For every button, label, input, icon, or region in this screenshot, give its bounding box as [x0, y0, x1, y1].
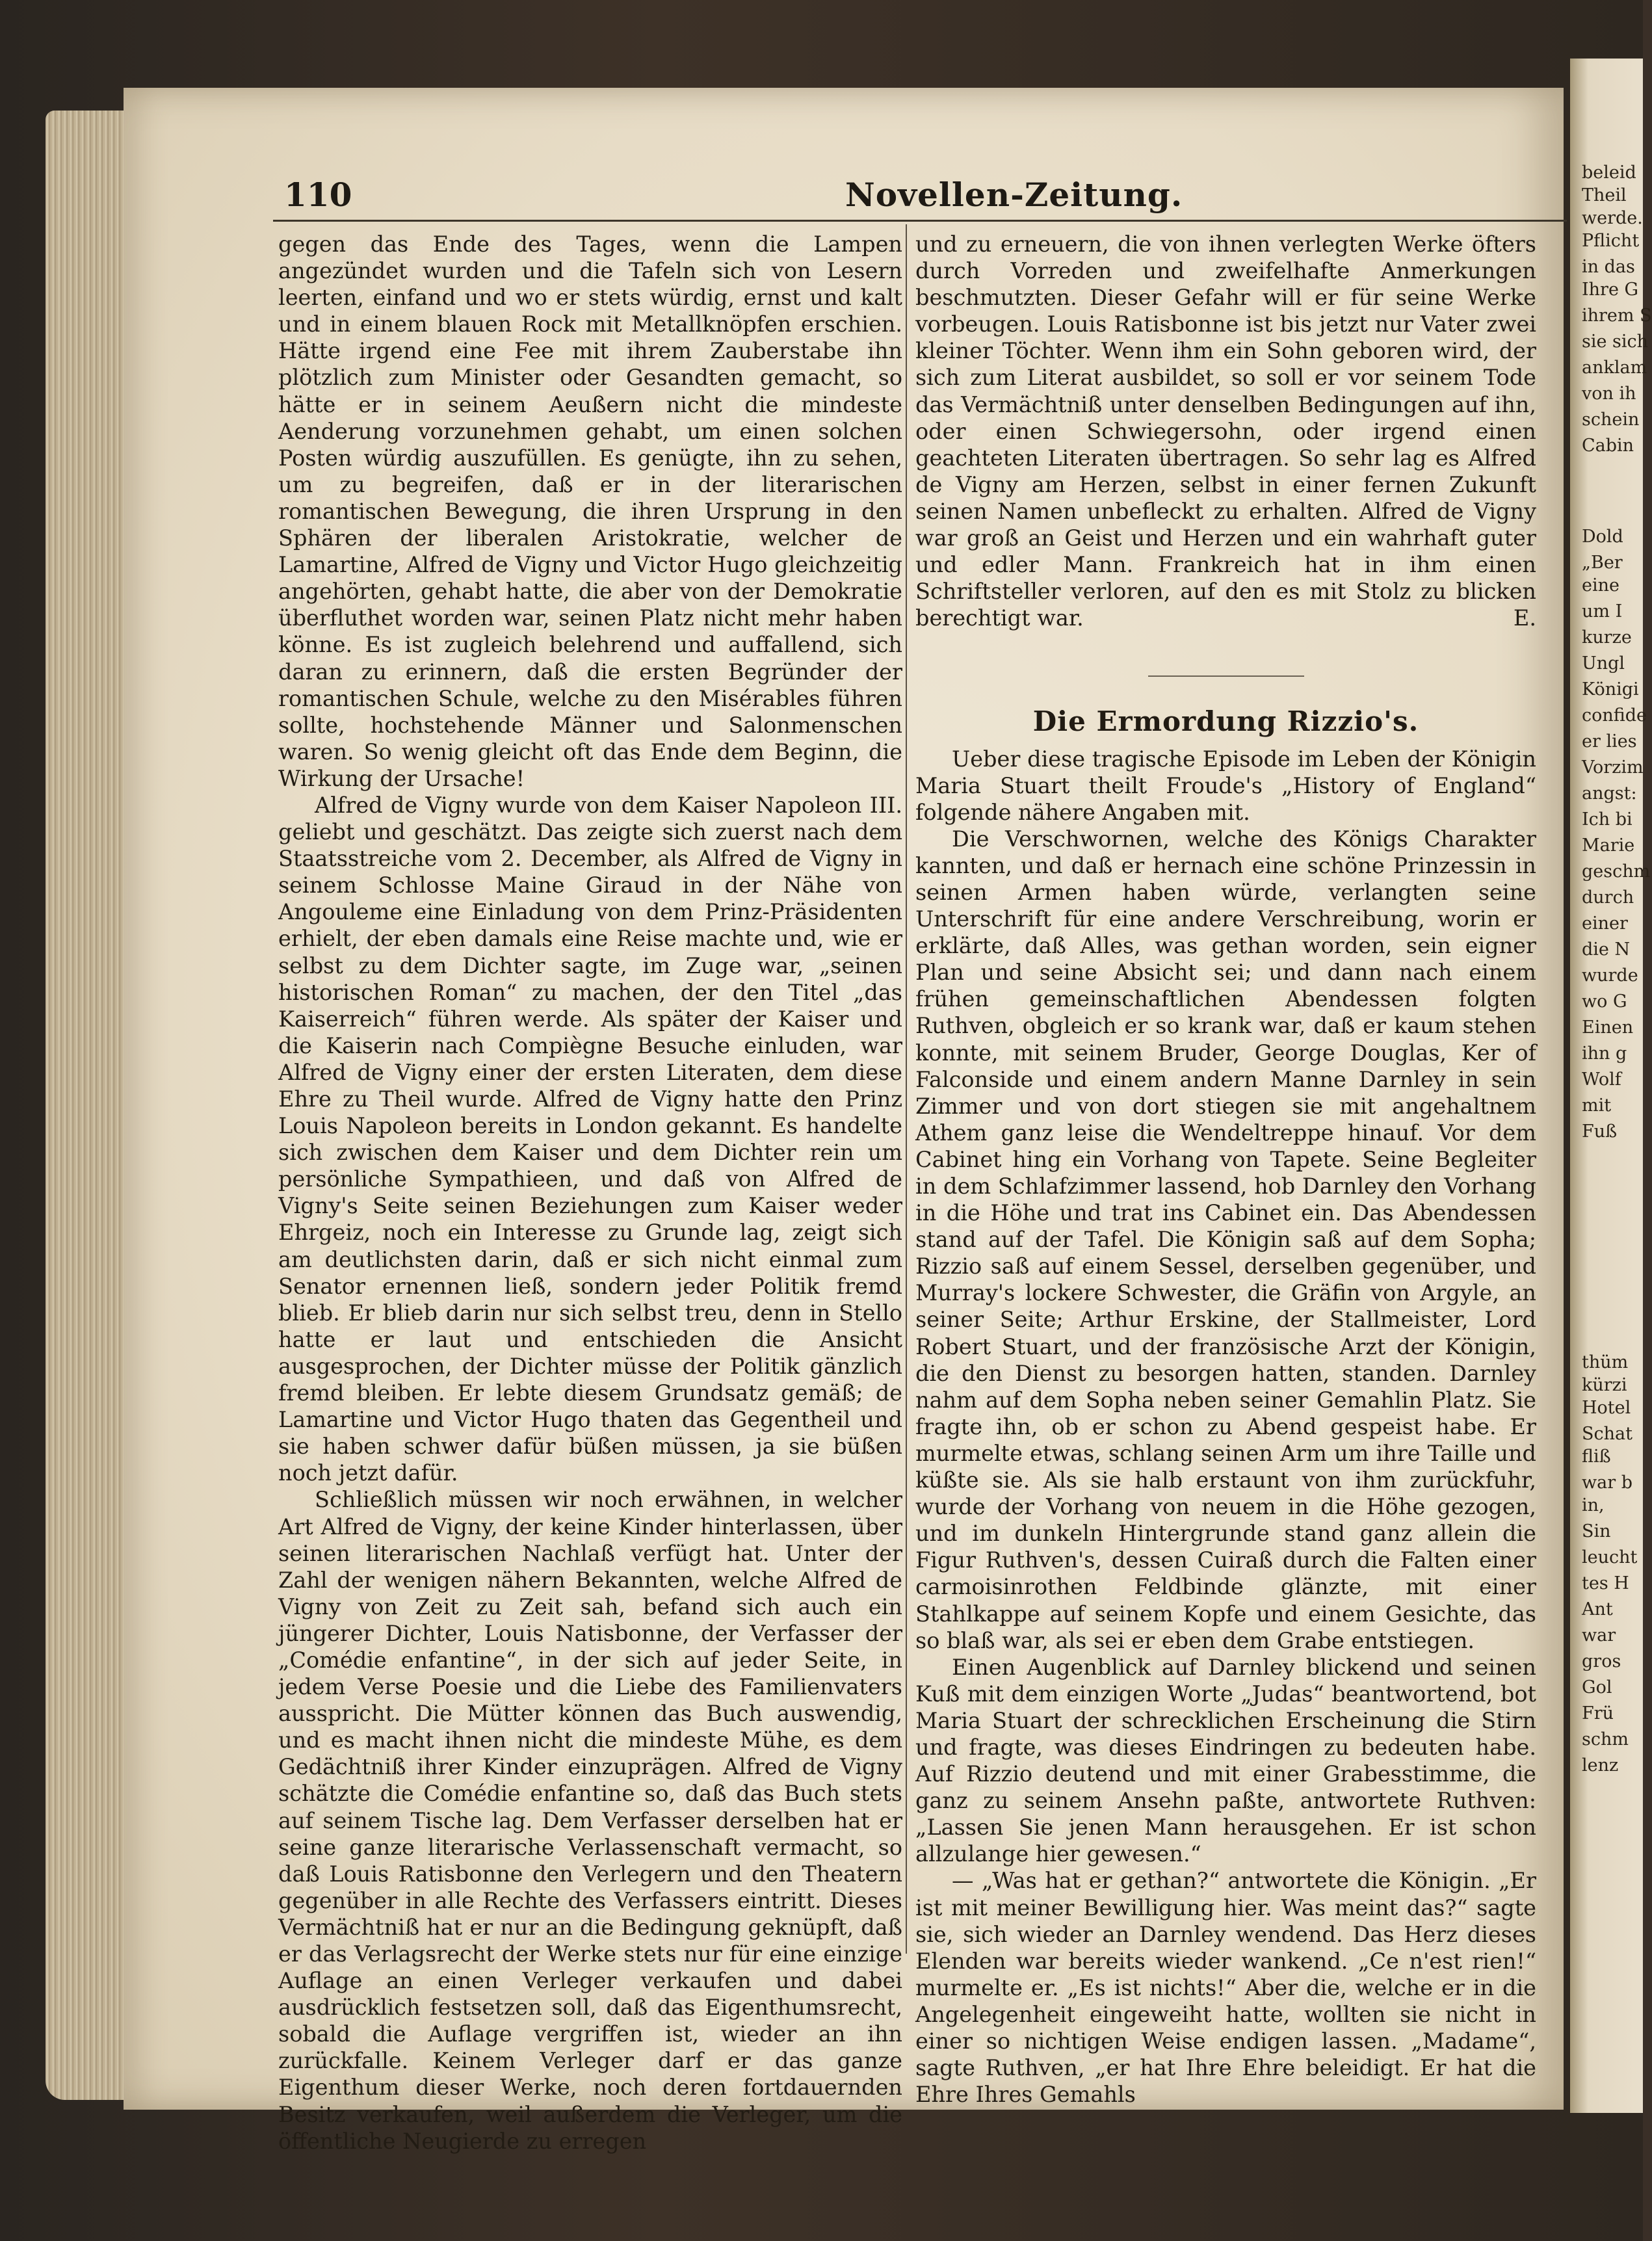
adjacent-page-fragment: eine — [1582, 575, 1619, 596]
adjacent-page-fragment: Königi — [1582, 679, 1639, 700]
adjacent-page-fragment: werde. — [1582, 208, 1643, 228]
adjacent-page-fragment: thüm — [1582, 1352, 1629, 1372]
adjacent-page-fragment: beleid — [1582, 163, 1636, 183]
adjacent-page-fragment: Hotel — [1582, 1398, 1631, 1418]
adjacent-page-fragment: confide — [1582, 705, 1647, 726]
adjacent-page-fragment: Wolf — [1582, 1069, 1621, 1090]
adjacent-page-fragment: Ich bi — [1582, 809, 1632, 830]
right-column — [915, 231, 1536, 2108]
adjacent-page-fragment: wurde — [1582, 965, 1638, 986]
paragraph — [915, 231, 1536, 631]
adjacent-page-fragment: um I — [1582, 601, 1623, 622]
adjacent-page-fragment: Einen — [1582, 1017, 1634, 1038]
adjacent-page-fragment: schm — [1582, 1729, 1629, 1750]
column-divider — [906, 224, 907, 1954]
adjacent-page-fragment: Marie — [1582, 835, 1635, 856]
adjacent-page-fragment: Ihre G — [1582, 280, 1639, 300]
page-header — [156, 176, 1547, 221]
adjacent-page-fragment: wo G — [1582, 991, 1627, 1012]
adjacent-page-fragment: lenz — [1582, 1755, 1619, 1776]
section-separator — [1148, 675, 1304, 677]
running-title: Novellen-Zeitung. — [845, 176, 1183, 214]
adjacent-page-fragment: von ih — [1582, 384, 1636, 404]
paragraph: gegen das Ende des Tages, wenn die Lampen angezündet wurden und die Tafeln sich von Lesern leerten, einfand und wo er stets würdig, ernst und kalt und in einem blauen Rock mit Metallknöpfen erschien. Hätte irgend eine Fee mit ihrem Zauberstabe ihn plötzlich zum Minister oder Gesandten gemacht, so hätte er in seinem Aeußern nicht die mindeste Aenderung vorzunehmen gehabt, um einen solchen Posten würdig auszufüllen. Es genügte, ihn zu sehen, um zu begreifen, daß er in der literarischen romantischen Bewegung, die ihren Ursprung in den Sphären der liberalen Aristokratie, welcher de Lamartine, Alfred de Vigny und Victor Hugo gleichzeitig angehörten, gehabt hatte, die aber von der Demokratie überfluthet worden war, seinen Platz nicht mehr haben könne. Es ist zugleich belehrend und auffallend, sich daran zu erinnern, daß die ersten Begründer der romantischen Schule, welche zu den Misérables führen sollte, hochstehende Männer und Salonmenschen waren. So wenig gleicht oft das Ende dem Beginn, die Wirkung der Ursache! — [278, 231, 902, 791]
adjacent-page-fragment: kurze — [1582, 627, 1632, 648]
adjacent-page — [1570, 59, 1652, 2113]
adjacent-page-fragment: Vorzim — [1582, 757, 1644, 778]
paragraph: Ueber diese tragische Episode im Leben der Königin Maria Stuart theilt Froude's „History of England“ folgende nähere Angaben mit. — [915, 746, 1536, 825]
adjacent-page-fragment: gros — [1582, 1651, 1621, 1671]
page-number: 110 — [284, 176, 352, 214]
adjacent-page-fragment: Fuß — [1582, 1121, 1618, 1142]
adjacent-page-fragment: war b — [1582, 1473, 1632, 1493]
left-column — [278, 231, 902, 2155]
adjacent-page-fragment: geschm — [1582, 861, 1651, 882]
adjacent-page-fragment: war — [1582, 1625, 1616, 1645]
adjacent-page-fragment: Ant — [1582, 1599, 1613, 1619]
adjacent-page-fragment: kürzi — [1582, 1375, 1627, 1395]
adjacent-page-fragment: fliß — [1582, 1447, 1611, 1467]
section-title: Die Ermordung Rizzio's. — [1032, 705, 1419, 738]
adjacent-page-fragment: „Ber — [1582, 553, 1623, 573]
paragraph: Alfred de Vigny wurde von dem Kaiser Napoleon III. geliebt und geschätzt. Das zeigte sich zuerst nach dem Staatsstreiche vom 2. December, als Alfred de Vigny in seinem Schlosse Maine Giraud in der Nähe von Angouleme eine Einladung von dem Prinz-Präsidenten erhielt, der eben damals eine Reise machte und, wie er selbst zu dem Dichter sagte, im Zuge war, „seinen historischen Roman“ zu machen, der den Titel „das Kaiserreich“ führen werde. Als später der Kaiser und die Kaiserin nach Compiègne Besuche einluden, war Alfred de Vigny einer der ersten Literaten, dem diese Ehre zu Theil wurde. Alfred de Vigny hatte den Prinz Louis Napoleon bereits in London gekannt. Es handelte sich zwischen dem Kaiser und dem Dichter rein um persönliche Sympathieen, und daß von Alfred de Vigny's Seite seinen Beziehungen zum Kaiser weder Ehrgeiz, noch ein Interesse zu Grunde lag, zeigt sich am deutlichsten darin, daß er sich nicht einmal zum Senator ernennen ließ, sondern jeder Politik fremd blieb. Er blieb darin nur sich selbst treu, denn in Stello hatte er laut und entschieden die Ansicht ausgesprochen, der Dichter müsse der Politik gänzlich fremd bleiben. Er lebte diesem Grundsatz gemäß; de Lamartine und Victor Hugo thaten das Gegentheil und sie haben schwer dafür büßen müssen, ja sie büßen noch jetzt dafür. — [278, 792, 902, 1486]
adjacent-page-fragment: Theil — [1582, 185, 1627, 205]
adjacent-page-fragment: Schat — [1582, 1424, 1632, 1444]
paragraph: Einen Augenblick auf Darnley blickend und seinen Kuß mit dem einzigen Worte „Judas“ beantwortend, bot Maria Stuart der schrecklichen Erscheinung die Stirn und fragte, was dieses Eindringen zu bedeuten habe. Auf Rizzio deutend und mit einer Grabesstimme, die ganz zu seinem Ansehn paßte, antwortete Ruthven: „Lassen Sie jenen Mann herausgehen. Er ist schon allzulange hier gewesen.“ — [915, 1654, 1536, 1867]
adjacent-page-fragment: Cabin — [1582, 436, 1634, 456]
adjacent-page-fragment: Frü — [1582, 1703, 1614, 1723]
adjacent-page-fragment: einer — [1582, 913, 1628, 934]
adjacent-page-fragment: leucht — [1582, 1547, 1638, 1567]
adjacent-page-fragment: angst: — [1582, 783, 1637, 804]
header-rule — [273, 220, 1567, 222]
adjacent-page-fragment: in das — [1582, 257, 1635, 277]
adjacent-page-fragment: in, — [1582, 1495, 1605, 1515]
article-continuation: und zu erneuern, die von ihnen verlegten Werke öfters durch Vorreden und zweifelhafte Anmerkungen beschmutzten. Dieser Gefahr will er für seine Werke vorbeugen. Louis Ratisbonne ist bis jetzt nur Vater zwei kleiner Töchter. Wenn ihm ein Sohn geboren wird, der sich zum Literat ausbildet, so soll er vor seinem Tode das Vermächtniß unter denselben Bedingungen auf ihn, oder einen Schwiegersohn, oder irgend einen geachteten Literaten übertragen. So sehr lag es Alfred de Vigny am Herzen, selbst in einer fernen Zukunft seinen Namen unbefleckt zu erhalten. Alfred de Vigny war groß an Geist und Herzen und ein wahrhaft guter und edler Mann. Frankreich hat in ihm einen Schriftsteller verloren, auf den es mit Stolz zu blicken berechtigt war. — [915, 231, 1536, 631]
adjacent-page-fragment: durch — [1582, 887, 1634, 908]
adjacent-page-fragment: ihn g — [1582, 1043, 1627, 1064]
paragraph: Die Verschwornen, welche des Königs Charakter kannten, und daß er hernach eine schöne Prinzessin in seinen Armen haben würde, verlangten seine Unterschrift für eine andere Verschreibung, worin er erklärte, daß Alles, was gethan worden, sein eigner Plan und seine Absicht sei; und dann nach einem frühen gemeinschaftlichen Abendessen folgten Ruthven, obgleich er so krank war, daß er kaum stehen konnte, mit seinem Bruder, George Douglas, Ker of Falconside und einem andern Manne Darnley in sein Zimmer und von dort stiegen sie mit angehaltnem Athem ganz leise die Wendeltreppe hinauf. Vor dem Cabinet hing ein Vorhang von Tapete. Seine Begleiter in dem Schlafzimmer lassend, hob Darnley den Vorhang in die Höhe und trat ins Cabinet ein. Das Abendessen stand auf der Tafel. Die Königin saß auf dem Sopha; Rizzio saß auf einem Sessel, derselben gegenüber, und Murray's lockere Schwester, die Gräfin von Argyle, an seiner Seite; Arthur Erskine, der Stallmeister, Lord Robert Stuart, und der französische Arzt der Königin, die den Dienst zu besorgen hatten, standen. Darnley nahm auf dem Sopha neben seiner Gemahlin Platz. Sie fragte ihn, ob er schon zu Abend gespeist habe. Er murmelte etwas, schlang seinen Arm um ihre Taille und küßte sie. Als sie halb erstaunt von ihm zurückfuhr, wurde der Vorhang von neuem in die Höhe gezogen, und im dunkeln Hintergrunde stand ganz allein die Figur Ruthven's, dessen Cuiraß durch die Falten einer carmoisinrothen Feldbinde glänzte, mit einer Stahlkappe auf seinem Kopfe und einem Gesichte, das so blaß war, als sei er eben dem Grabe entstiegen. — [915, 826, 1536, 1653]
adjacent-page-fragment: mit — [1582, 1095, 1612, 1116]
adjacent-page-fragment: die N — [1582, 939, 1631, 960]
author-signature: E. — [1513, 605, 1536, 631]
adjacent-page-fragment: schein — [1582, 410, 1640, 430]
adjacent-page-fragment: Ungl — [1582, 653, 1625, 674]
paragraph: Schließlich müssen wir noch erwähnen, in welcher Art Alfred de Vigny, der keine Kinder hinterlassen, über seinen literarischen Nachlaß verfügt hat. Unter der Zahl der wenigen nähern Bekannten, welche Alfred de Vigny von Zeit zu Zeit sah, befand sich auch ein jüngerer Dichter, Louis Natisbonne, der Verfasser der „Comédie enfantine“, in der sich auf jeder Seite, in jedem Verse Poesie und die Liebe des Familienvaters ausspricht. Die Mütter können das Buch auswendig, und es macht ihnen nicht die mindeste Mühe, es dem Gedächtniß ihrer Kinder einzuprägen. Alfred de Vigny schätzte die Comédie enfantine so, daß das Buch stets auf seinem Tische lag. Dem Verfasser derselben hat er seine ganze literarische Verlassenschaft vermacht, so daß Louis Ratisbonne den Verlegern und den Theatern gegenüber in alle Rechte des Verfassers eintritt. Dieses Vermächtniß hat er nur an die Bedingung geknüpft, daß er das Verlagsrecht der Werke stets nur für eine einzige Auflage an einen Verleger verkaufen und dabei ausdrücklich festsetzen soll, daß das Eigenthumsrecht, sobald die Auflage vergriffen ist, wieder an ihn zurückfalle. Keinem Verleger darf er das ganze Eigenthum dieser Werke, noch deren fortdauernden Besitz verkaufen, weil außerdem die Verleger, um die öffentliche Neugierde zu erregen — [278, 1487, 902, 2154]
adjacent-page-fragment: Gol — [1582, 1677, 1612, 1697]
adjacent-page-fragment: tes H — [1582, 1573, 1629, 1593]
adjacent-page-fragment: er lies — [1582, 731, 1637, 752]
adjacent-page-fragment: Pflicht — [1582, 231, 1640, 251]
adjacent-page-fragment: anklam — [1582, 358, 1647, 378]
adjacent-page-fragment: sie sich — [1582, 332, 1649, 352]
adjacent-page-fragment: ihrem S — [1582, 306, 1652, 326]
paragraph: — „Was hat er gethan?“ antwortete die Königin. „Er ist mit meiner Bewilligung hier. Was meint das?“ sagte sie, sich wieder an Darnley wendend. Das Herz dieses Elenden war bereits wieder wankend. „Ce n'est rien!“ murmelte er. „Es ist nichts!“ Aber die, welche er in die Angelegenheit eingeweiht hatte, wollten sie nicht in einer so nichtigen Weise endigen lassen. „Madame“, sagte Ruthven, „er hat Ihre Ehre beleidigt. Er hat die Ehre Ihres Gemahls — [915, 1868, 1536, 2108]
adjacent-page-fragment: Sin — [1582, 1521, 1611, 1541]
adjacent-page-fragment: Dold — [1582, 527, 1623, 547]
